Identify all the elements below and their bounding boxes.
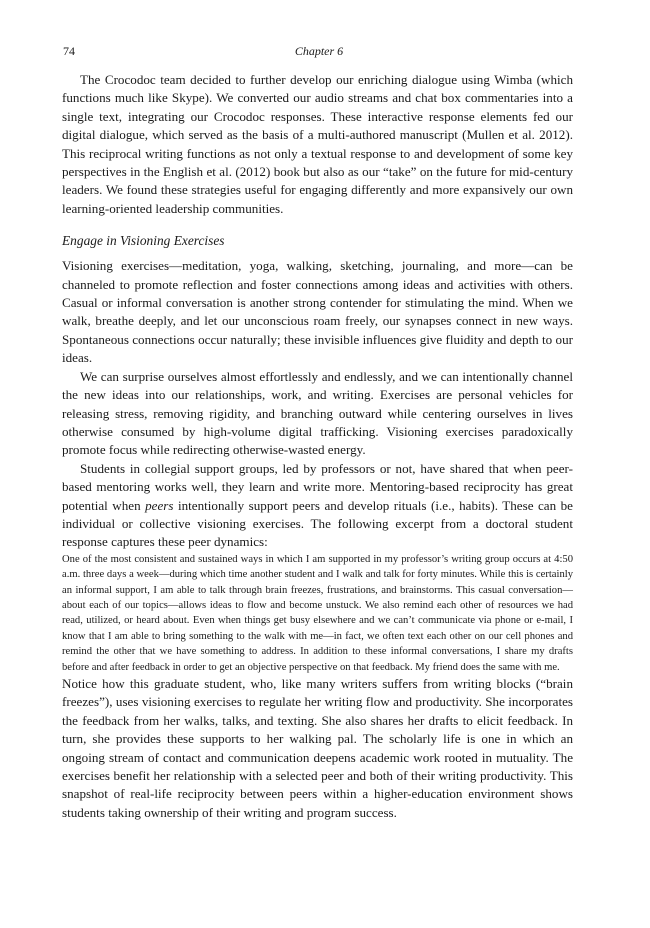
paragraph-collegial-text-b: intentionally support peers and develop rituals (i.e., habits). These can be individual or collective visioning exercises. The following excerpt from a doctoral student response captures these peer dynamics: [62, 497, 573, 550]
emphasis-peers: peers [145, 497, 174, 513]
paragraph-surprise: We can surprise ourselves almost effortlessly and endlessly, and we can intentionally channel the new ideas into our relationships, work, and writing. Exercises are personal vehicles for releasing stress, removing rigidity, and branching outward while centering ourselves in lives otherwise consumed by high-volume digital trafficking. Visioning exercises paradoxically promote focus while redirecting otherwise-wasted energy. [62, 368, 573, 458]
paragraph-visioning-exercises: Visioning exercises—meditation, yoga, walking, sketching, journaling, and more—can be channeled to promote reflection and foster connections among ideas and activities with others. Casual or informal conversation is another strong contender for stimulating the mind. When we walk, breathe deeply, and let our unconscious roam freely, our synapses connect in new ways. Spontaneous connections occur naturally; these invisible influences give fluidity and depth to our ideas. [62, 258, 573, 366]
paragraph-crocodoc: The Crocodoc team decided to further develop our enriching dialogue using Wimba (which functions much like Skype). We converted our audio streams and chat box commentaries into a single text, integrating our Crocodoc responses. These interactive response elements fed our digital dialogue, which served as the basis of a multi-authored manuscript (Mullen et al. 2012). This reciprocal writing functions as not only a textual response to and development of some key perspectives in the English et al. (2012) book but also as our “take” on the future for mid-century leaders. We found these strategies useful for engaging differently and more expansively our own learning-oriented leadership communities. [62, 72, 573, 216]
paragraph-collegial-support [62, 460, 573, 552]
block-quote: One of the most consistent and sustained ways in which I am supported in my professor’s writing group occurs at 4:50 a.m. three days a week—during which time another student and I walk and talk for forty minutes. While this is certainly an informal support, I am able to talk through brain freezes, frustrations, and brainstorms. This casual conversation—about each of our topics—allows ideas to flow and become unstuck. We also remind each other of resources we had read, utilized, or heard about. Even when things get busy elsewhere and we can’t communicate via phone or e-mail, I know that I am able to bring something to the walk with me—in fact, we often text each other on our cell phones and remind the other that we have something to address. In addition to these informal conversations, I share my drafts before and after feedback in order to get an objective perspective on that feedback. My friend does the same with me. [62, 553, 573, 673]
section-heading: Engage in Visioning Exercises [62, 233, 225, 249]
page-header [63, 44, 575, 60]
paragraph-collegial-text-a: Students in collegial support groups, led by professors or not, have shared that when peer-based mentoring works well, they learn and write more. Mentoring-based reciprocity has great potential when [62, 460, 573, 513]
paragraph-graduate-student: Notice how this graduate student, who, like many writers suffers from writing blocks (“brain freezes”), uses visioning exercises to regulate her writing flow and productivity. She incorporates the feedback from her walks, talks, and texting. She also shares her drafts to elicit feedback. In turn, she provides these supports to her walking pal. The scholarly life is one in which an ongoing stream of contact and communication deepens academic work rooted in mutuality. The exercises benefit her relationship with a selected peer and both of their writing productivity. This snapshot of real-life reciprocity between peers within a higher-education environment shows students taking ownership of their writing and program success. [62, 676, 573, 820]
running-head: Chapter 6 [294, 44, 344, 58]
page-number: 74 [63, 44, 75, 58]
page-body [62, 71, 573, 822]
